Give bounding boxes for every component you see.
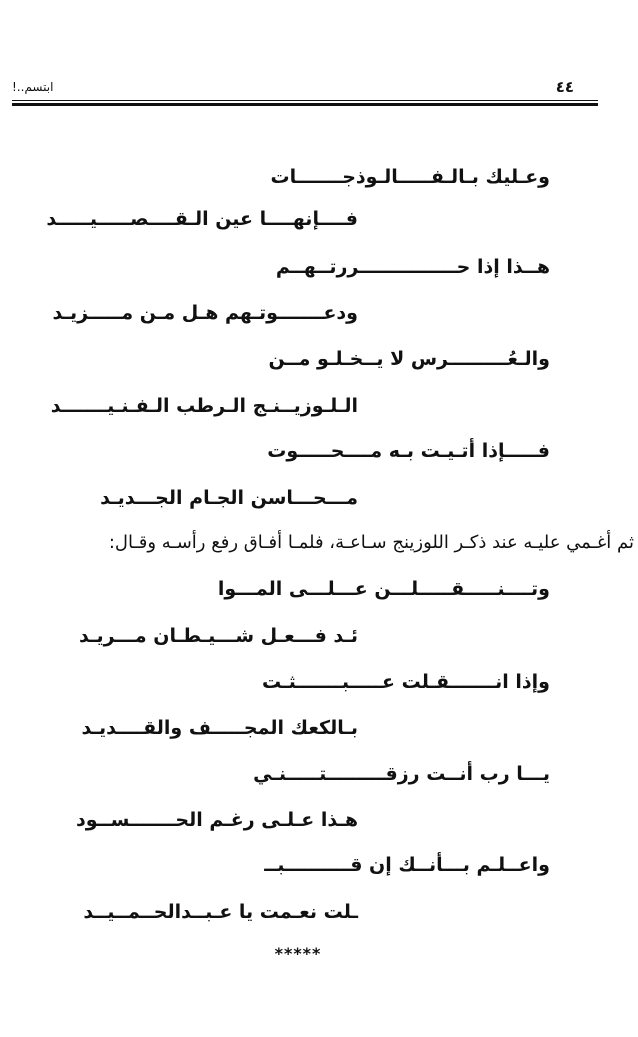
header-rule-thin	[12, 100, 598, 101]
verse-line: ودعـــــــوتـهم هـل مـن مـــــزيـد	[52, 302, 358, 324]
verse-line: والـعُـــــــــرس لا يــخـلـو مــن	[268, 348, 550, 370]
verse-line: ـلت نعـمت يا عـبــدالحــمــيــد	[83, 901, 358, 923]
verse-line: فــــإنهــــا عين الـقــــصـــــيـــــد	[46, 208, 358, 230]
running-title: ابتسم..!	[12, 80, 54, 94]
verse-line: هـذا عـلـى رغـم الحـــــــســود	[75, 809, 358, 831]
verse-line: ئـد فـــعـل شـــيـطـان مـــريـد	[79, 625, 358, 647]
section-ornament: *****	[274, 944, 322, 963]
page-number: ٤٤	[555, 78, 574, 96]
verse-line: الـلـوزيــنـج الـرطب الـفـنـيـــــــد	[50, 395, 358, 417]
verse-line: وتــــنـــــقـــــلـــن عـــلـــى المـــوا	[217, 578, 550, 600]
prose-line: ثم أغـمي عليـه عند ذكـر اللوزينج سـاعـة، فلمـا أفـاق رفع رأسـه وقـال:	[108, 532, 634, 553]
verse-line: مـــحـــاسن الجـام الجـــديـد	[100, 487, 358, 509]
verse-line: يـــا رب أنــت رزقـــــــــتـــــنـي	[253, 763, 550, 785]
verse-line: وإذا انـــــــقـلت عـــــبـــــــثـت	[262, 671, 550, 693]
verse-line: وعـليك بـالـفـــــالـوذجـــــــات	[270, 166, 550, 188]
verse-line: بـالكعك المجـــــف والقــــديـد	[81, 717, 358, 739]
verse-line: هــذا إذا حـــــــــــــــررتــهــم	[275, 256, 550, 278]
verse-line: واعــلـم بـــأنــك إن قــــــــــبــ	[264, 854, 550, 876]
verse-line: فـــــإذا أتـيـت بـه مــــحـــــوت	[267, 440, 550, 462]
page-header	[12, 78, 598, 98]
header-rule-thick	[12, 103, 598, 106]
